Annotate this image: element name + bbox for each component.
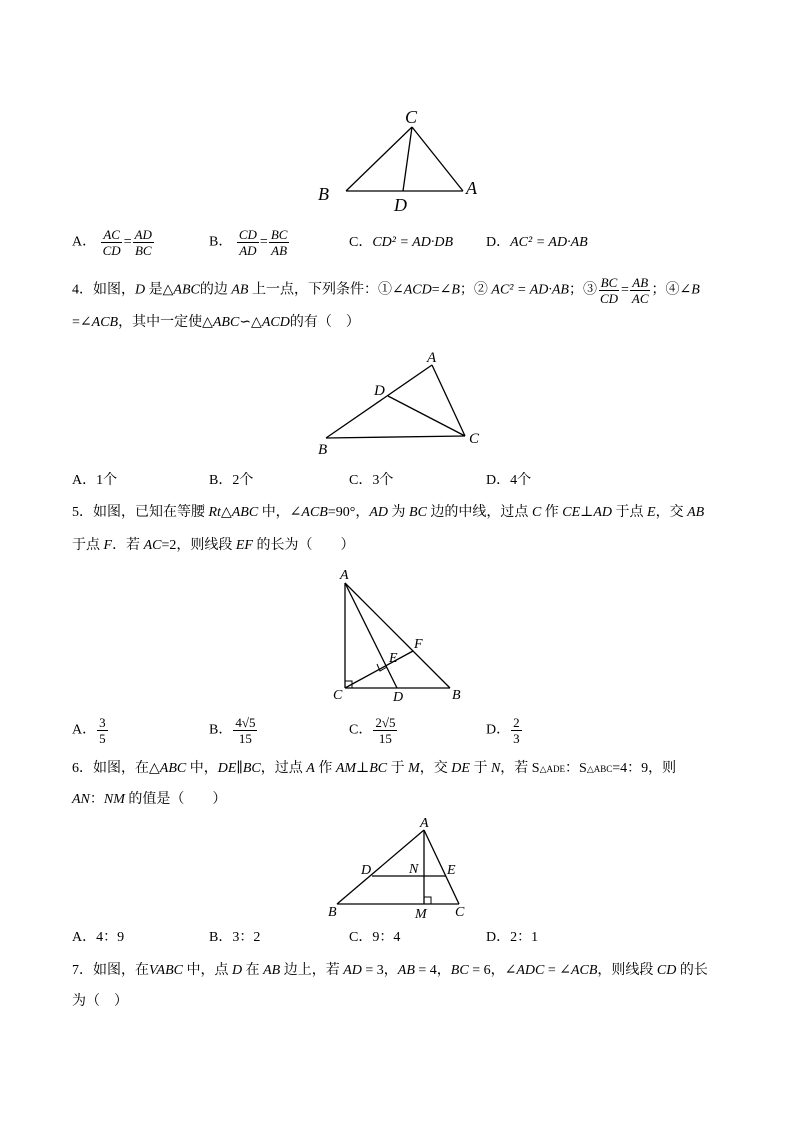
q4-frac1: $\frac{BC}{CD}$ xyxy=(599,275,619,306)
q3-option-c-prefix: C． xyxy=(349,235,373,250)
q3-option-b-eq: = xyxy=(259,234,268,250)
fig5-side-ab xyxy=(345,583,450,688)
fig3-segment-cd xyxy=(403,127,412,191)
fig3-side-ca xyxy=(412,127,463,191)
fig6-right-angle-m xyxy=(424,897,431,904)
fig3-side-bc xyxy=(346,127,412,191)
fig4-label-a: A xyxy=(427,350,437,366)
q3-option-a-prefix: A． xyxy=(72,234,97,250)
fig4-segment-dc xyxy=(388,396,465,436)
q5-option-a[interactable]: A． $\frac{3}{5}$ xyxy=(72,715,106,746)
fig5-label-d: D xyxy=(393,690,404,705)
q6-option-a[interactable]: A．4：9 xyxy=(72,930,125,945)
fig6-label-d: D xyxy=(361,863,372,878)
q5-stem-line1: 5．如图，已知在等腰 Rt△ABC 中，∠ACB=90°，AD 为 BC 边的中线，过点 C 作 CE⊥AD 于点 E，交 AB xyxy=(72,505,705,520)
q3-option-a-eq: = xyxy=(123,234,132,250)
q3-option-c[interactable] xyxy=(349,233,453,253)
fig5-label-c: C xyxy=(333,688,343,703)
q5-option-a-frac: $\frac{3}{5}$ xyxy=(99,715,106,746)
q6-stem-line2: AN：NM 的值是（ ） xyxy=(72,792,227,807)
q5-option-b-frac: $\frac{4√5}{15}$ xyxy=(235,715,256,746)
fig4-label-b: B xyxy=(318,442,328,458)
fig5-segment-ad xyxy=(345,583,397,688)
fig5-label-e: E xyxy=(389,651,398,666)
fig5-label-b: B xyxy=(452,688,461,703)
fig3-label-a: A xyxy=(466,178,477,198)
q3-option-b-prefix: B． xyxy=(209,234,233,250)
q3-option-a[interactable] xyxy=(72,227,155,258)
fig4-label-d: D xyxy=(374,383,385,399)
q4-option-b[interactable]: B．2个 xyxy=(209,473,254,488)
fig6-label-e: E xyxy=(447,863,456,878)
q3-option-c-text: CD² = AD·DB xyxy=(372,235,454,250)
q5-option-d[interactable]: D． $\frac{2}{3}$ xyxy=(486,715,520,746)
fig4-side-ac xyxy=(432,365,465,436)
q5-option-b[interactable]: B． $\frac{4√5}{15}$ xyxy=(209,715,256,746)
q6-option-b[interactable]: B．3：2 xyxy=(209,930,261,945)
q4-frac2: $\frac{AB}{AC}$ xyxy=(631,275,649,306)
q5-option-c-frac: $\frac{2√5}{15}$ xyxy=(375,715,396,746)
q6-option-d[interactable]: D．2：1 xyxy=(486,930,539,945)
figure-q4-triangle xyxy=(0,340,793,470)
q3-option-a-frac2: $\frac{AD}{BC}$ xyxy=(134,227,152,258)
fig3-label-b: B xyxy=(318,184,329,204)
q5-option-c[interactable]: C． $\frac{2√5}{15}$ xyxy=(349,715,396,746)
q3-option-a-frac1: $\frac{AC}{CD}$ xyxy=(102,227,121,258)
fig6-label-b: B xyxy=(328,905,337,920)
q3-option-b[interactable] xyxy=(209,227,290,258)
q3-option-d-prefix: D． xyxy=(486,235,511,250)
q4-option-a[interactable]: A．1个 xyxy=(72,473,118,488)
fig6-label-a: A xyxy=(420,816,429,831)
q4-stem-line2: =∠ACB，其中一定使△ABC∽△ACD的有（ ） xyxy=(72,315,360,330)
q7-stem-line2: 为（ ） xyxy=(72,994,128,1009)
q3-option-b-frac1: $\frac{CD}{AD}$ xyxy=(238,227,257,258)
fig4-side-bc xyxy=(326,436,465,438)
fig6-label-n: N xyxy=(409,862,419,877)
fig5-label-a: A xyxy=(340,568,349,583)
fig3-label-c: C xyxy=(405,107,418,127)
figure-q6-triangle xyxy=(0,810,793,930)
figure-q3-triangle xyxy=(0,0,793,240)
q3-option-d[interactable] xyxy=(486,233,588,253)
q5-stem-line2: 于点 F．若 AC=2，则线段 EF 的长为（ ） xyxy=(72,538,355,553)
q4-stem-line1: 4．如图，D 是△ABC的边 AB 上一点，下列条件：①∠ACD=∠B；② AC² = AD·AB；③ $\frac{BC}{CD}$ = $\frac{AB}{AC}$ ；④∠B xyxy=(72,275,700,306)
fig6-label-m: M xyxy=(415,907,427,922)
figure-q5-right-triangle xyxy=(0,560,793,710)
fig6-label-c: C xyxy=(455,905,465,920)
q5-option-d-frac: $\frac{2}{3}$ xyxy=(513,715,520,746)
q6-stem-line1: 6．如图，在△ABC 中，DE∥BC，过点 A 作 AM⊥BC 于 M，交 DE 于 N，若 S△ADE：S△ABC=4：9，则 xyxy=(72,761,677,776)
q6-option-c[interactable]: C．9：4 xyxy=(349,930,401,945)
q3-option-d-text: AC² = AD·AB xyxy=(510,235,588,250)
q4-option-d[interactable]: D．4个 xyxy=(486,473,532,488)
fig4-side-ba xyxy=(326,365,432,438)
q3-option-b-frac2: $\frac{BC}{AB}$ xyxy=(270,227,288,258)
q4-option-c[interactable]: C．3个 xyxy=(349,473,394,488)
q7-stem-line1: 7．如图，在VABC 中，点 D 在 AB 边上，若 AD = 3，AB = 4，BC = 6，∠ADC = ∠ACB，则线段 CD 的长 xyxy=(72,963,708,978)
fig5-label-f: F xyxy=(414,637,423,652)
fig4-label-c: C xyxy=(469,431,480,447)
fig3-label-d: D xyxy=(394,195,407,215)
